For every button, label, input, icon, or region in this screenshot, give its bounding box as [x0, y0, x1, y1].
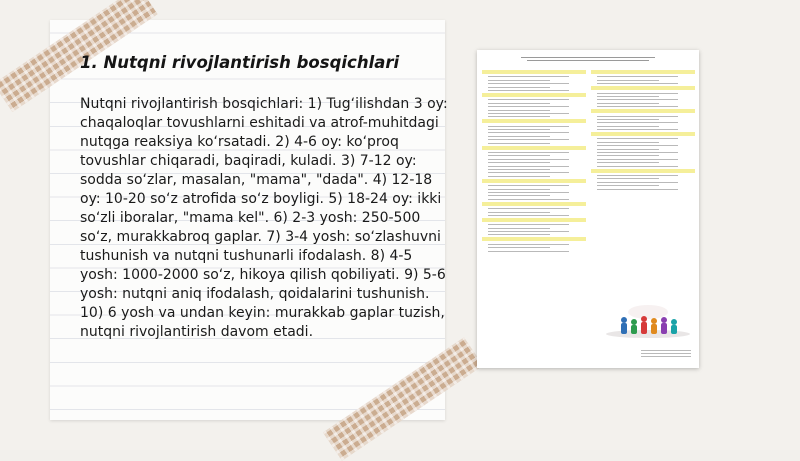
handout-people-graphic — [602, 300, 694, 340]
handout-heading-bar — [482, 93, 586, 97]
handout-heading-bar — [591, 70, 695, 74]
handout-heading-bar — [591, 132, 695, 136]
handout-subtitle-line — [527, 60, 649, 61]
handout-heading-bar — [482, 218, 586, 222]
handout-document-image — [477, 50, 699, 368]
slide-title: 1. Nutqni rivojlantirish bosqichlari — [80, 53, 400, 72]
handout-heading-bar — [591, 86, 695, 90]
handout-left-column — [482, 68, 586, 252]
handout-heading-bar — [591, 169, 695, 173]
handout-title-line — [521, 57, 654, 58]
handout-heading-bar — [482, 119, 586, 123]
handout-heading-bar — [482, 179, 586, 183]
handout-right-column — [591, 68, 695, 190]
handout-footer-lines — [641, 348, 691, 357]
handout-heading-bar — [482, 146, 586, 150]
handout-heading-bar — [591, 109, 695, 113]
handout-heading-bar — [482, 70, 586, 74]
slide-body-text: Nutqni rivojlantirish bosqichlari: 1) Tug‘ilishdan 3 oy: chaqaloqlar tovushlarni eshitadi va atrof-muhitdagi nutqga reaksiya ko‘rsatadi. 2) 4-6 oy: ko‘proq tovushlar chiqaradi, baqiradi, kuladi. 3) 7-12 oy: sodda so‘zlar, masalan, "mama", "dada". 4) 12-18 oy: 10-20 so‘z atrofida so‘z boyligi. 5) 18-24 oy: ikki so‘zli iboralar, "mama kel". 6) 2-3 yosh: 250-500 so‘z, murakkabroq gaplar. 7) 3-4 yosh: so‘zlashuvni tushunish va nutqni tushunarli ifodalash. 8) 4-5 yosh: 1000-2000 so‘z, hikoya qilish qobiliyati. 9) 5-6 yosh: nutqni aniq ifodalash, qoidalarini tushunish. 10) 6 yosh va undan keyin: murakkab gaplar tuzish, nutqni rivojlantirish davom etadi. — [80, 96, 448, 340]
handout-heading-bar — [482, 202, 586, 206]
handout-heading-bar — [482, 237, 586, 241]
